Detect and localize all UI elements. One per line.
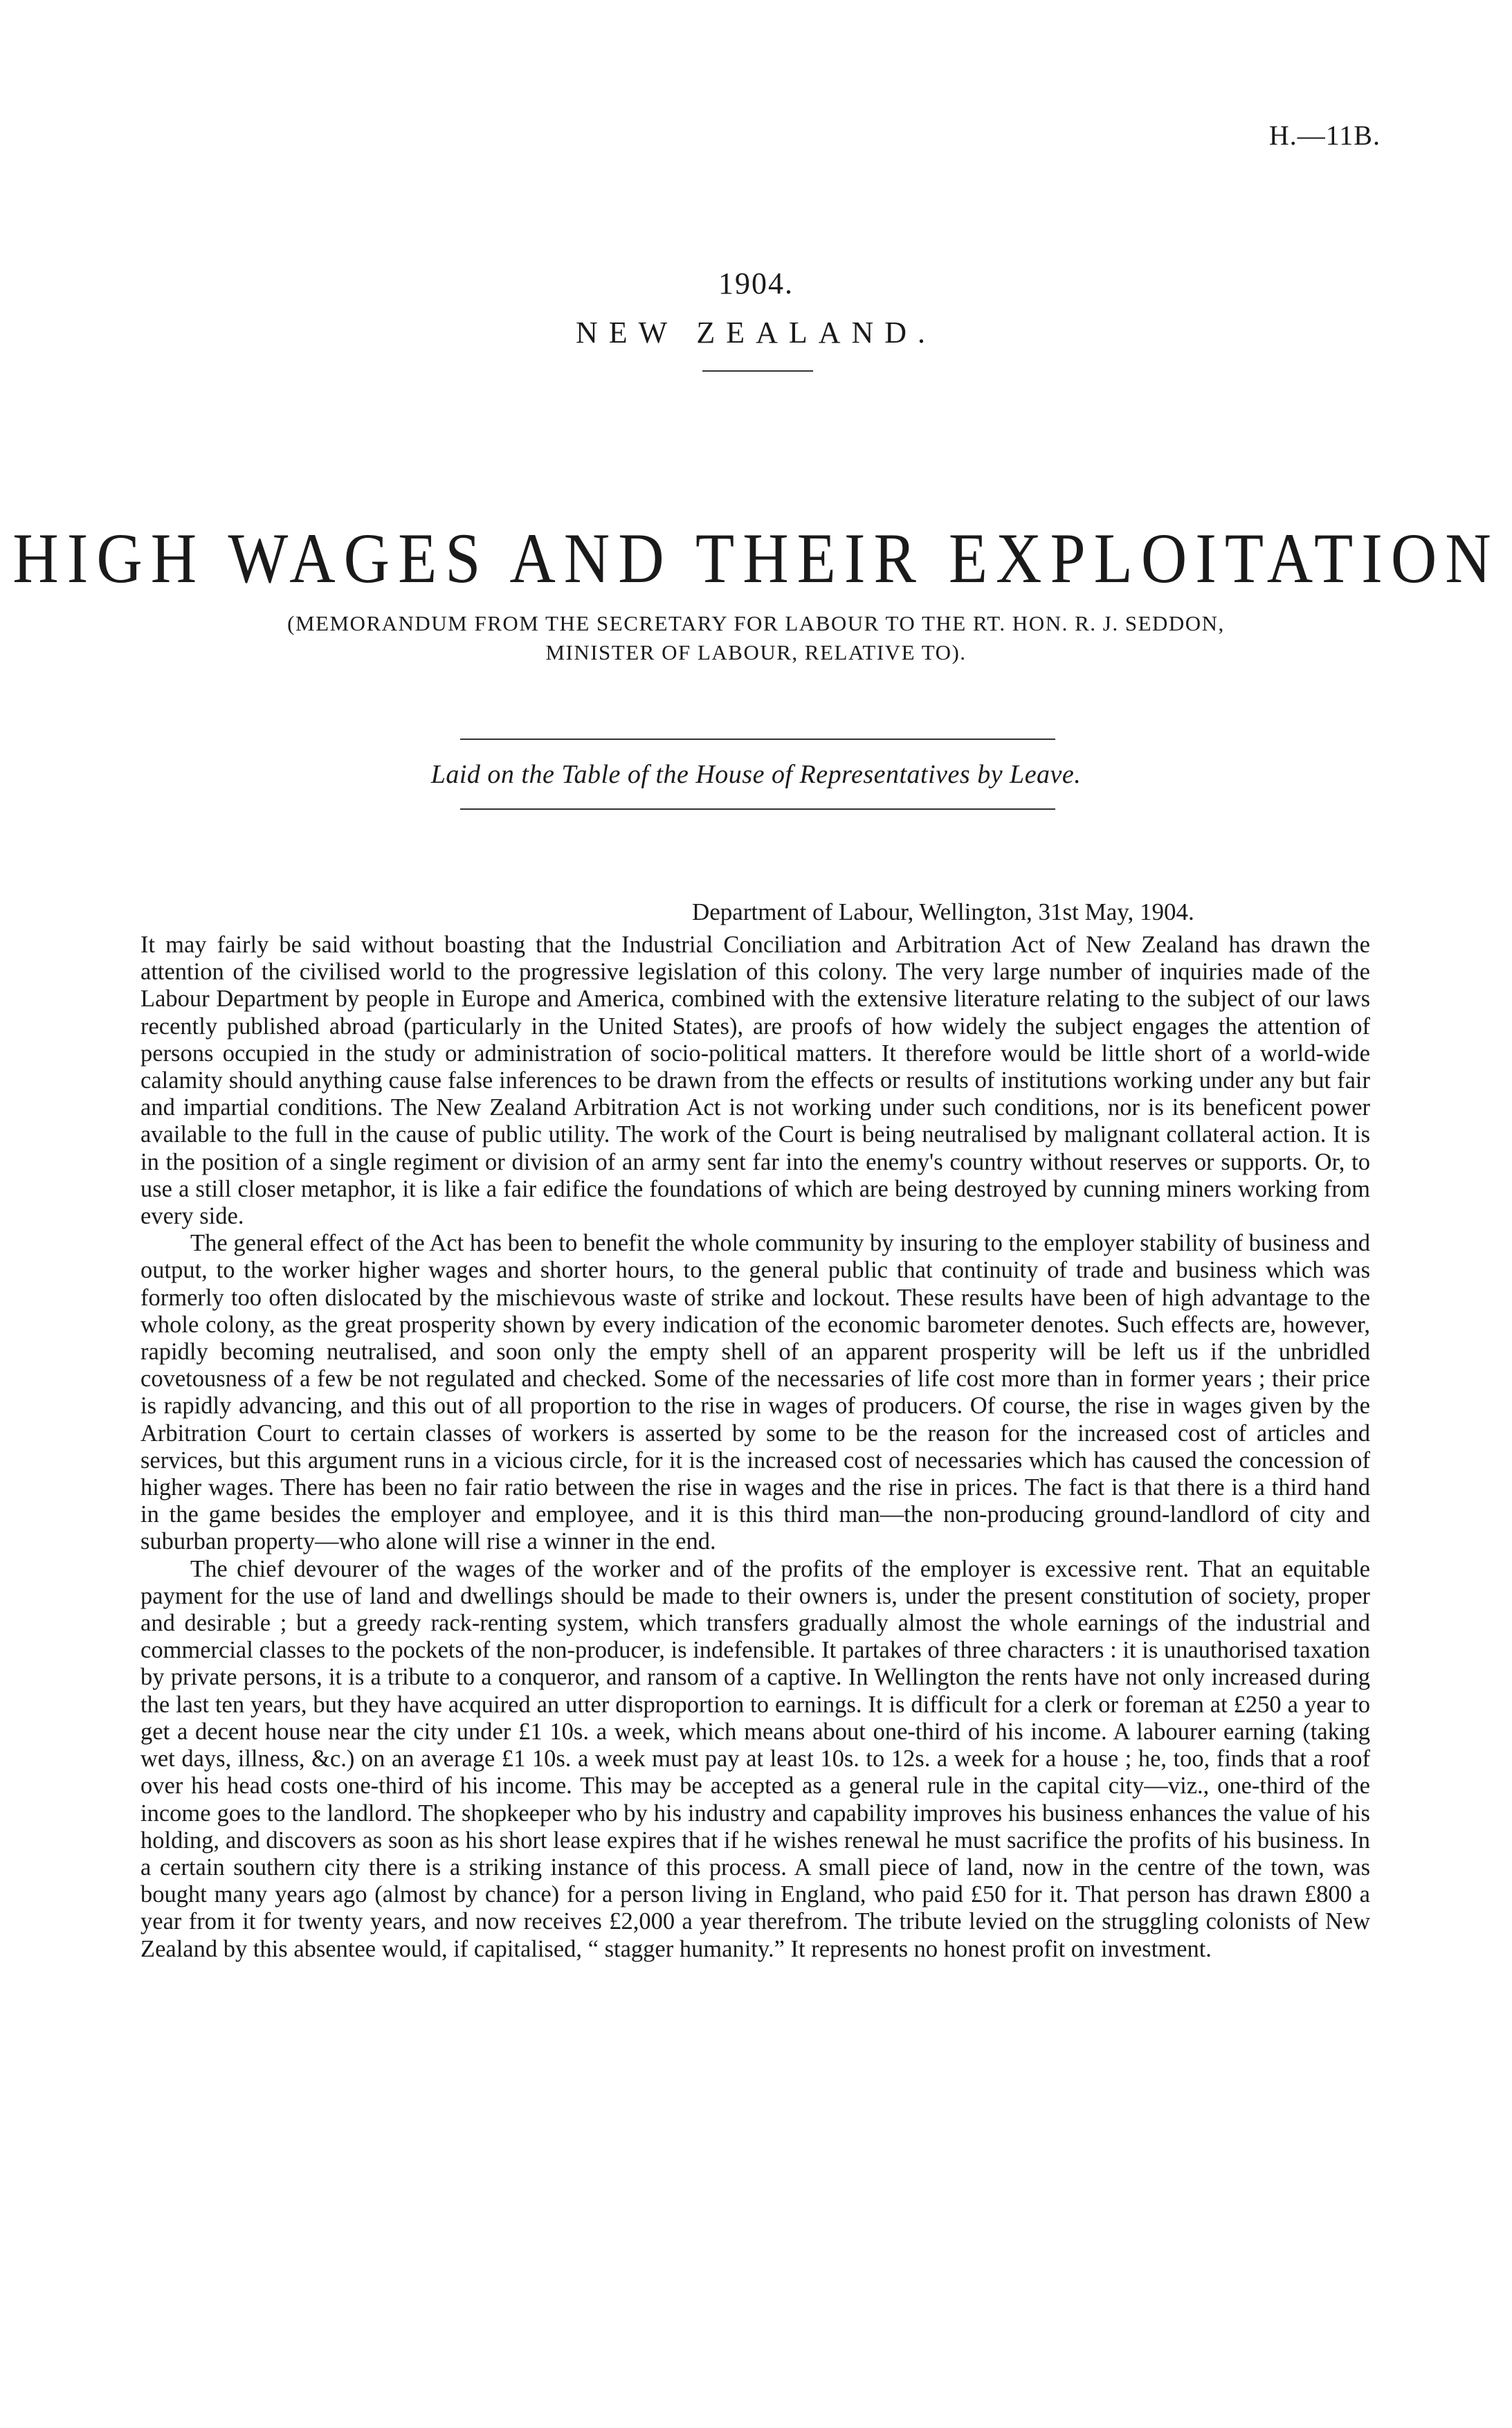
body-paragraph: The chief devourer of the wages of the worker and of the profits of the employer is excessive rent. That an equitable payment for the use of land and dwellings should be made to their owners is, under the present constitution of society, proper and desirable ; but a greedy rack-renting system, which transfers gradually almost the whole earnings of the industrial and commercial classes to the pockets of the non-producer, is indefensible. It partakes of three characters : it is unauthorised taxation by private persons, it is a tribute to a conqueror, and ransom of a captive. In Wellington the rents have not only increased during the last ten years, but they have acquired an utter disproportion to earnings. It is difficult for a clerk or foreman at £250 a year to get a decent house near the city under £1 10s. a week, which means about one-third of his income. A labourer earning (taking wet days, illness, &c.) on an average £1 10s. a week must pay at least 10s. to 12s. a week for a house ; he, too, finds that a roof over his head costs one-third of his income. This may be accepted as a general rule in the capital city—viz., one-third of the income goes to the landlord. The shopkeeper who by his industry and capability improves his business enhances the value of his holding, and discovers as soon as his short lease expires that if he wishes renewal he must sacrifice the profits of his business. In a certain southern city there is a striking instance of this process. A small piece of land, now in the centre of the town, was bought many years ago (almost by chance) for a person living in England, who paid £50 for it. That person has drawn £800 a year from it for twenty years, and now receives £2,000 a year therefrom. The tribute levied on the struggling colonists of New Zealand by this absentee would, if capitalised, “ stagger humanity.” It represents no honest profit on investment. — [140, 1555, 1370, 1962]
paper-reference: H.—11B. — [1268, 120, 1381, 151]
memorandum-body — [140, 932, 1370, 1963]
subtitle-line-2: MINISTER OF LABOUR, RELATIVE TO). — [545, 640, 967, 664]
laid-on-table-note: Laid on the Table of the House of Representatives by Leave. — [430, 760, 1082, 789]
divider-rule-top — [702, 370, 813, 372]
country-heading: NEW ZEALAND. — [575, 316, 937, 350]
document-subtitle — [0, 609, 1512, 667]
document-title: HIGH WAGES AND THEIR EXPLOITATION — [12, 518, 1500, 598]
body-paragraph: The general effect of the Act has been to benefit the whole community by insuring to the employer stability of business and output, to the worker higher wages and shorter hours, to the general public that continuity of trade and business which was formerly too often dislocated by the mischievous waste of strike and lockout. These results have been of high advantage to the whole colony, as the great prosperity shown by every indication of the economic barometer denotes. Such effects are, however, rapidly becoming neutralised, and soon only the empty shell of an apparent prosperity will be left us if the unbridled covetousness of a few be not regulated and checked. Some of the necessaries of life cost more than in former years ; their price is rapidly advancing, and this out of all proportion to the rise in wages of producers. Of course, the rise in wages given by the Arbitration Court to certain classes of workers is asserted by some to be the reason for the increased cost of articles and services, but this argument runs in a vicious circle, for it is the increased cost of necessaries which has caused the concession of higher wages. There has been no fair ratio between the rise in wages and the rise in prices. The fact is that there is a third hand in the game besides the employer and employee, and it is this third man—the non-producing ground-landlord of city and suburban property—who alone will rise a winner in the end. — [140, 1230, 1370, 1555]
divider-rule-upper — [460, 739, 1055, 740]
body-paragraph: It may fairly be said without boasting that the Industrial Conciliation and Arbitration Act of New Zealand has drawn the attention of the civilised world to the progressive legislation of this colony. The very large number of inquiries made of the Labour Department by people in Europe and America, combined with the extensive literature relating to the subject of our laws recently published abroad (particularly in the United States), are proofs of how widely the subject engages the attention of persons occupied in the study or administration of socio-political matters. It therefore would be little short of a world-wide calamity should anything cause false inferences to be drawn from the effects or results of institutions working under any but fair and impartial conditions. The New Zealand Arbitration Act is not working under such conditions, nor is its beneficent power available to the full in the cause of public utility. The work of the Court is being neutralised by malignant collateral action. It is in the position of a single regiment or division of an army sent far into the enemy's country without reserves or supports. Or, to use a still closer metaphor, it is like a fair edifice the foundations of which are being destroyed by cunning miners working from every side. — [140, 932, 1370, 1230]
document-year: 1904. — [718, 266, 794, 300]
divider-rule-lower — [460, 808, 1055, 810]
subtitle-line-1: (MEMORANDUM FROM THE SECRETARY FOR LABOUR TO THE RT. HON. R. J. SEDDON, — [287, 611, 1225, 635]
dateline: Department of Labour, Wellington, 31st May, 1904. — [692, 898, 1194, 925]
